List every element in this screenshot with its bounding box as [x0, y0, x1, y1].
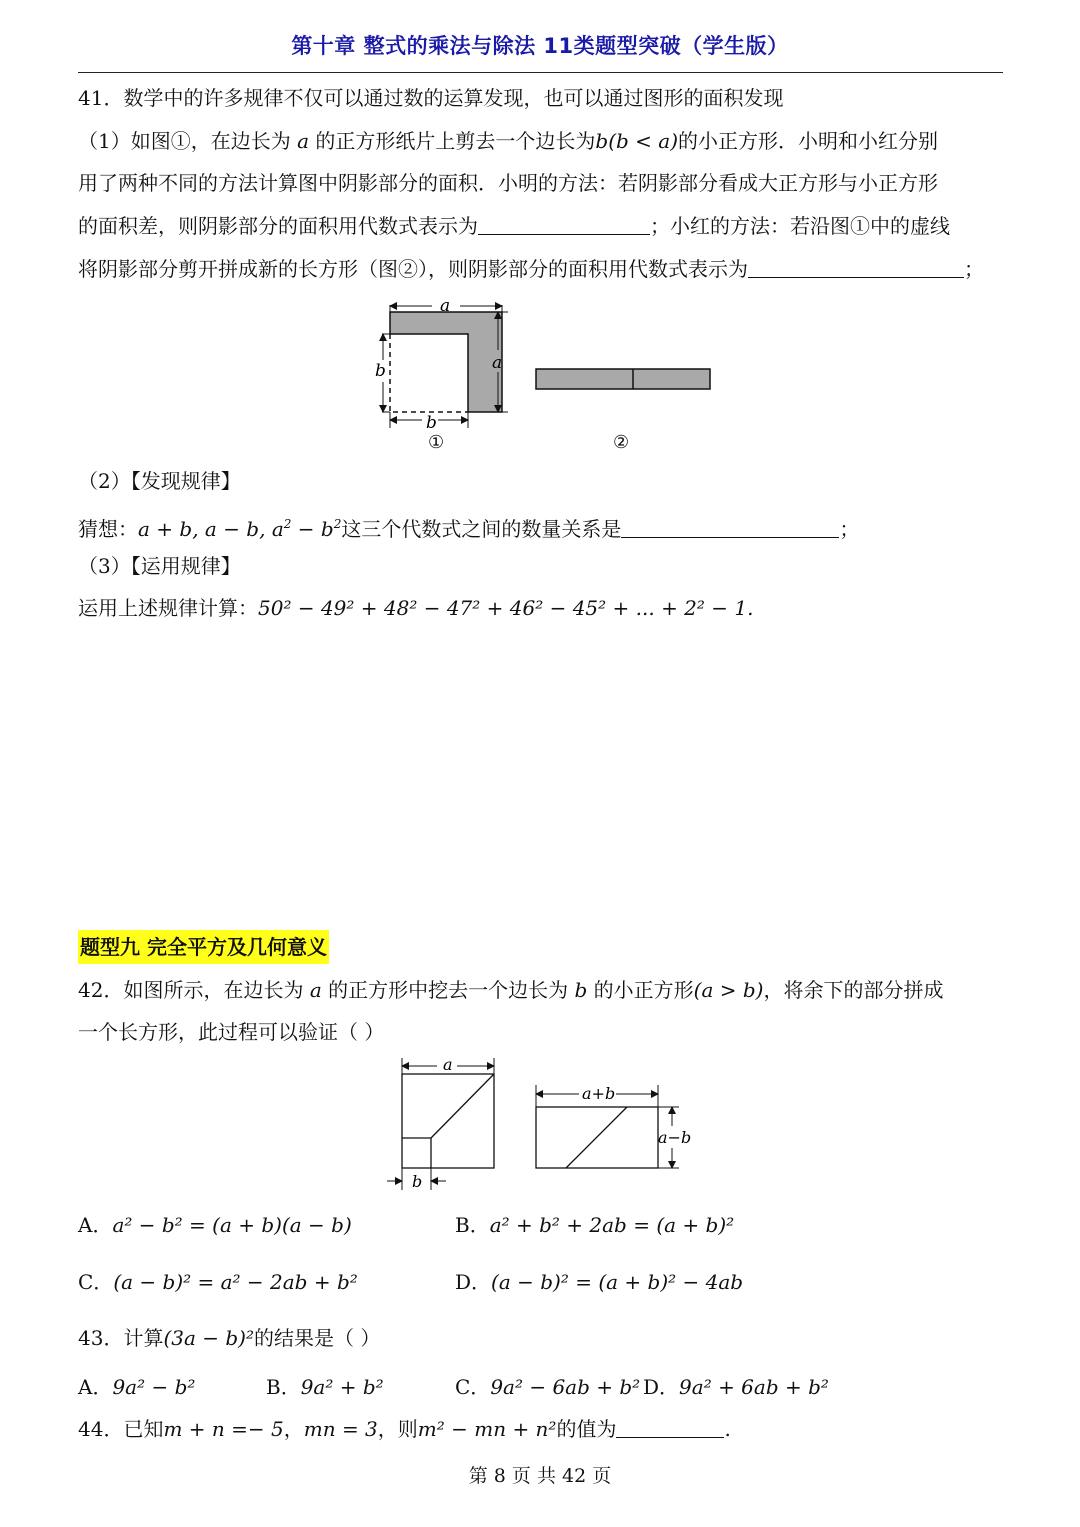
q41-part1-line2: 用了两种不同的方法计算图中阴影部分的面积．小明的方法：若阴影部分看成大正方形与小正方形 [78, 171, 938, 195]
q43-stem [78, 1324, 380, 1352]
option-text: 9a² − b² [112, 1375, 196, 1399]
text: 42．如图所示，在边长为 [78, 978, 310, 1002]
text: ；小红的方法：若沿图①中的虚线 [650, 214, 950, 238]
text: ，将余下的部分拼成 [763, 978, 944, 1002]
q42-stem-line2: 一个长方形，此过程可以验证（ ） [78, 1020, 385, 1044]
q41-part1-line1 [78, 127, 938, 155]
page-footer: 第 8 页 共 42 页 [468, 1465, 612, 1487]
exponent: 2 [333, 517, 342, 531]
math-var: a [297, 129, 310, 153]
q41-part2-heading: （2）【发现规律】 [78, 469, 241, 493]
figure-2-rectangle [536, 369, 710, 389]
math-expr: m² − mn + n² [417, 1417, 557, 1441]
q41-part1-line3 [78, 212, 950, 240]
math-expr: 50² − 49² + 48² − 47² + 46² − 45² + ... + 2² − 1. [258, 596, 754, 620]
option-text: (a − b)² = (a + b)² − 4ab [491, 1270, 744, 1294]
q43-option-b[interactable] [266, 1373, 384, 1401]
text: 猜想： [78, 517, 138, 541]
exponent: 2 [283, 517, 292, 531]
q42-option-a[interactable] [78, 1211, 352, 1239]
math-var: a [309, 978, 322, 1002]
q41-calc [78, 594, 753, 622]
option-label: D． [455, 1270, 492, 1294]
math-expr: m + n =− 5 [163, 1417, 284, 1441]
fig-label-a-plus-b: a+b [582, 1084, 616, 1103]
text: （1）如图①，在边长为 [78, 129, 298, 153]
option-text: a² + b² + 2ab = (a + b)² [489, 1213, 735, 1237]
fig1-label-b-left: b [375, 361, 386, 381]
q41-stem: 41．数学中的许多规律不仅可以通过数的运算发现，也可以通过图形的面积发现 [78, 86, 784, 110]
option-label: D． [643, 1375, 680, 1399]
figure-rectangle [536, 1107, 658, 1168]
text: ； [839, 517, 860, 541]
answer-blank[interactable] [621, 517, 839, 538]
fig1-caption: ① [428, 432, 445, 453]
fig-label-a-minus-b: a−b [658, 1128, 692, 1147]
fig2-caption: ② [613, 432, 630, 453]
option-label: A． [78, 1213, 113, 1237]
option-text: a² − b² = (a + b)(a − b) [112, 1213, 352, 1237]
answer-blank[interactable] [478, 214, 650, 235]
q42-option-b[interactable] [455, 1211, 734, 1239]
text: 的小正方形 [587, 978, 694, 1002]
figure-1-l-shape [390, 312, 502, 412]
q41-figure [360, 292, 740, 462]
fig1-label-a-top: a [440, 296, 451, 316]
answer-blank[interactable] [748, 257, 964, 278]
text: 的正方形纸片上剪去一个边长为 [309, 129, 596, 153]
math-expr: b(b < a) [595, 129, 678, 153]
fig-label-b: b [412, 1172, 423, 1191]
text: 的结果是（ ） [254, 1326, 381, 1350]
q43-option-a[interactable] [78, 1373, 195, 1401]
text: 的小正方形．小明和小红分别 [678, 129, 938, 153]
math-expr: mn = 3 [303, 1417, 378, 1441]
text: 的值为 [556, 1417, 617, 1441]
math-var: b [574, 978, 588, 1002]
q42-option-c[interactable] [78, 1268, 358, 1296]
math-expr: (a > b) [693, 978, 764, 1002]
text: ， [283, 1417, 304, 1441]
section-heading: 题型九 完全平方及几何意义 [78, 930, 329, 964]
fig1-label-a-right: a [492, 353, 503, 373]
q42-option-d[interactable] [455, 1268, 743, 1296]
text: 的正方形中挖去一个边长为 [321, 978, 575, 1002]
q42-stem-line1 [78, 976, 943, 1004]
fig-label-a: a [443, 1055, 453, 1074]
text: 这三个代数式之间的数量关系是 [341, 517, 622, 541]
q41-part1-line4 [78, 255, 984, 283]
q42-figure [385, 1052, 705, 1197]
math-expr: (3a − b)² [163, 1326, 254, 1350]
text: ，则 [377, 1417, 418, 1441]
text: ； [964, 257, 984, 281]
option-label: B． [266, 1375, 301, 1399]
text: 的面积差，则阴影部分的面积用代数式表示为 [78, 214, 478, 238]
q43-option-c[interactable] [455, 1373, 640, 1401]
answer-blank[interactable] [616, 1417, 724, 1438]
math-expr: − b [291, 517, 334, 541]
text: 44．已知 [78, 1417, 164, 1441]
option-text: 9a² + b² [300, 1375, 384, 1399]
fig1-label-b-bottom: b [426, 413, 437, 433]
math-expr: a + b, a − b, a [138, 517, 284, 541]
q41-guess [78, 510, 859, 543]
option-text: 9a² − 6ab + b² [490, 1375, 641, 1399]
option-label: C． [78, 1270, 114, 1294]
q41-part3-heading: （3）【运用规律】 [78, 554, 241, 578]
q43-option-d[interactable] [643, 1373, 829, 1401]
text: 运用上述规律计算： [78, 596, 258, 620]
option-text: (a − b)² = a² − 2ab + b² [113, 1270, 358, 1294]
option-label: C． [455, 1375, 491, 1399]
q44-stem [78, 1415, 731, 1443]
option-label: B． [455, 1213, 490, 1237]
option-text: 9a² + 6ab + b² [679, 1375, 829, 1399]
header-divider [78, 72, 1003, 73]
text: 43．计算 [78, 1326, 164, 1350]
figure-square-with-cutout [402, 1074, 494, 1168]
page-header-title: 第十章 整式的乘法与除法 11类题型突破（学生版） [291, 34, 789, 58]
text: . [724, 1417, 731, 1441]
option-label: A． [78, 1375, 113, 1399]
text: 将阴影部分剪开拼成新的长方形（图②），则阴影部分的面积用代数式表示为 [78, 257, 748, 281]
